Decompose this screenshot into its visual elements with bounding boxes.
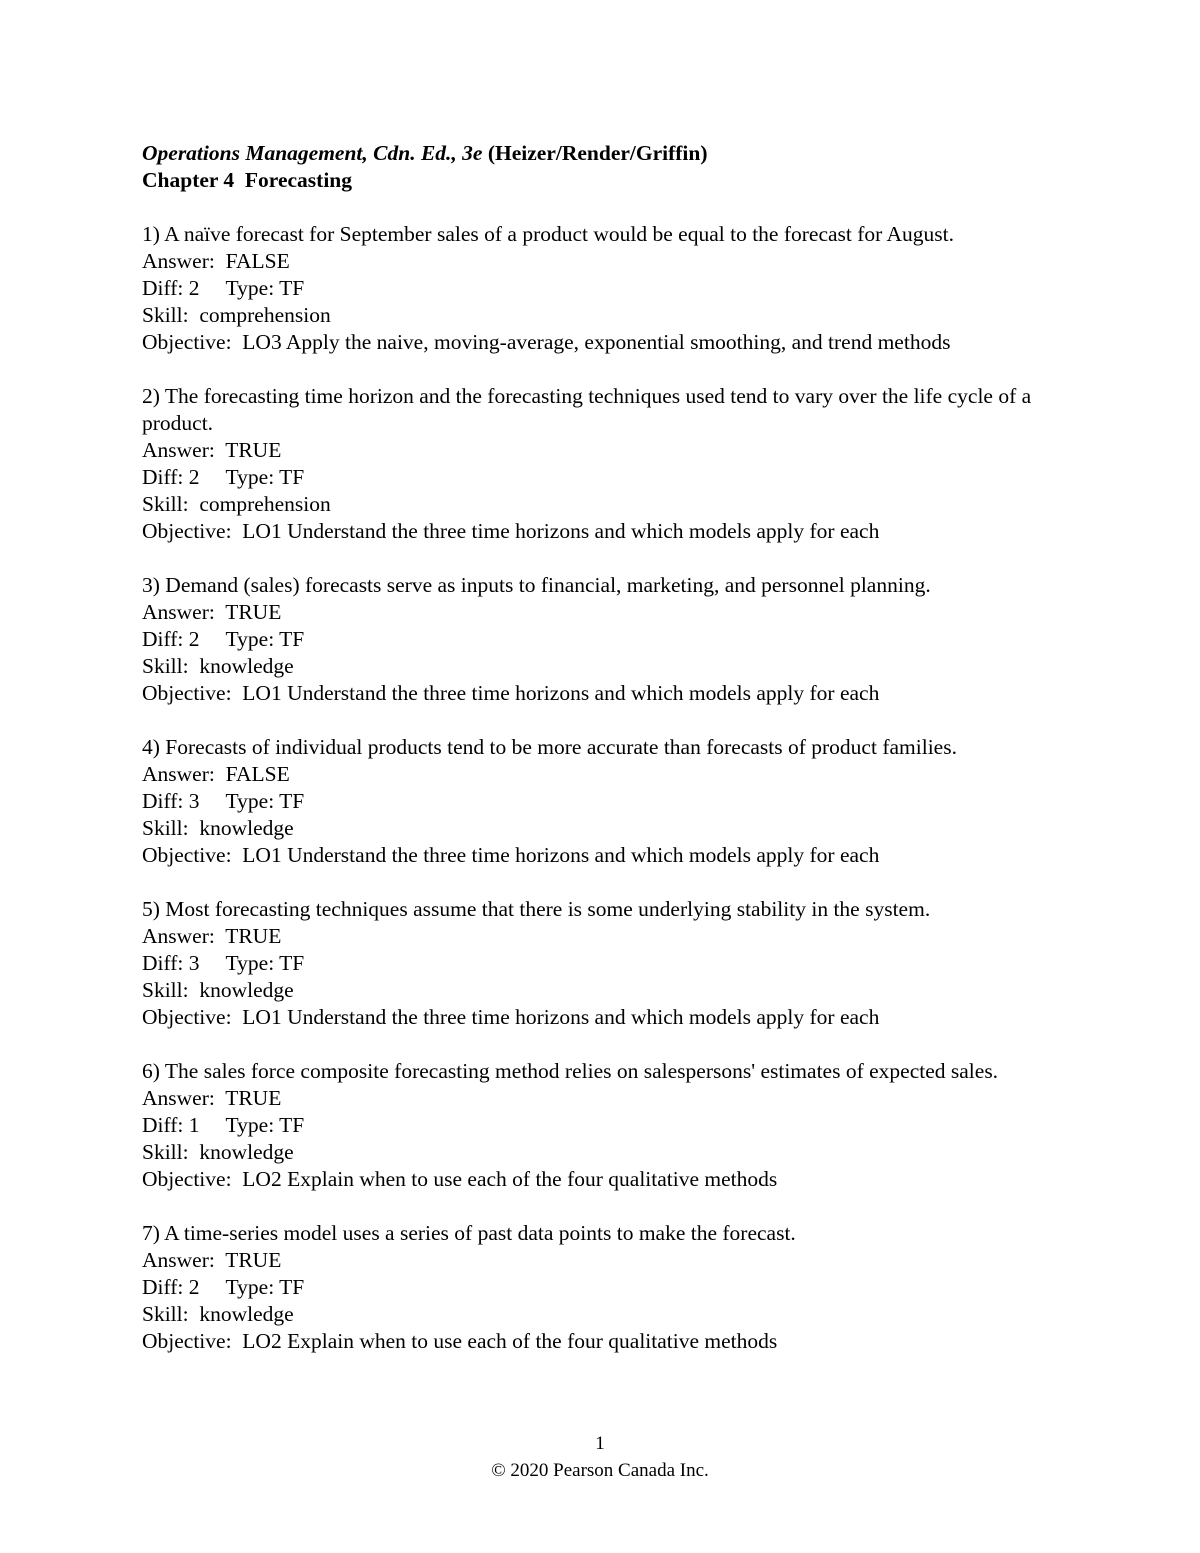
answer-line: Answer: TRUE (142, 600, 282, 624)
question-number: 7) (142, 1221, 160, 1245)
question-item (142, 1220, 1042, 1355)
type-label: Type: TF (225, 465, 305, 489)
skill-line: Skill: comprehension (142, 303, 331, 327)
answer-line: Answer: TRUE (142, 1086, 282, 1110)
skill-line: Skill: knowledge (142, 654, 294, 678)
answer-line: Answer: TRUE (142, 438, 282, 462)
question-item (142, 221, 1042, 356)
question-text (142, 1220, 1032, 1247)
skill-line: Skill: knowledge (142, 1302, 294, 1326)
type-label: Type: TF (225, 276, 305, 300)
objective-line: Objective: LO2 Explain when to use each of the four qualitative methods (142, 1167, 778, 1191)
skill-line: Skill: knowledge (142, 978, 294, 1002)
difficulty-type-line (142, 1112, 1042, 1139)
page-content (142, 140, 1042, 1355)
difficulty-type-line (142, 464, 1042, 491)
question-statement: A time-series model uses a series of past data points to make the forecast. (164, 1221, 796, 1245)
difficulty-label: Diff: 2 (142, 465, 200, 489)
question-list (142, 221, 1042, 1355)
type-label: Type: TF (225, 1113, 305, 1137)
question-statement: Most forecasting techniques assume that there is some underlying stability in the system. (165, 897, 931, 921)
type-label: Type: TF (225, 1275, 305, 1299)
question-text (142, 896, 1032, 923)
chapter-title: Chapter 4 Forecasting (142, 168, 353, 192)
page-number: 1 (595, 1433, 605, 1454)
difficulty-type-line (142, 626, 1042, 653)
question-text (142, 221, 1032, 248)
question-statement: The sales force composite forecasting method relies on salespersons' estimates of expected sales. (164, 1059, 999, 1083)
question-number: 6) (142, 1059, 160, 1083)
difficulty-label: Diff: 2 (142, 627, 200, 651)
question-number: 2) (142, 384, 160, 408)
book-title: Operations Management, Cdn. Ed., 3e (142, 141, 483, 165)
objective-line: Objective: LO1 Understand the three time horizons and which models apply for each (142, 519, 880, 543)
question-statement: A naïve forecast for September sales of a product would be equal to the forecast for August. (164, 222, 954, 246)
answer-line: Answer: FALSE (142, 249, 290, 273)
copyright-notice: © 2020 Pearson Canada Inc. (491, 1460, 709, 1481)
question-item (142, 1058, 1042, 1193)
objective-line: Objective: LO1 Understand the three time horizons and which models apply for each (142, 681, 880, 705)
difficulty-label: Diff: 3 (142, 951, 200, 975)
objective-line: Objective: LO1 Understand the three time horizons and which models apply for each (142, 843, 880, 867)
difficulty-label: Diff: 2 (142, 276, 200, 300)
question-statement: The forecasting time horizon and the forecasting techniques used tend to vary over the life cycle of a product. (142, 384, 1032, 435)
difficulty-type-line (142, 950, 1042, 977)
objective-line: Objective: LO3 Apply the naive, moving-average, exponential smoothing, and trend methods (142, 330, 951, 354)
skill-line: Skill: comprehension (142, 492, 331, 516)
question-number: 1) (142, 222, 160, 246)
type-label: Type: TF (225, 951, 305, 975)
book-authors: (Heizer/Render/Griffin) (487, 141, 708, 165)
question-item (142, 734, 1042, 869)
question-number: 3) (142, 573, 160, 597)
difficulty-type-line (142, 275, 1042, 302)
question-text (142, 1058, 1032, 1085)
type-label: Type: TF (225, 627, 305, 651)
difficulty-label: Diff: 3 (142, 789, 200, 813)
question-number: 5) (142, 897, 160, 921)
type-label: Type: TF (225, 789, 305, 813)
question-number: 4) (142, 735, 160, 759)
question-statement: Forecasts of individual products tend to be more accurate than forecasts of product families. (165, 735, 957, 759)
question-item (142, 383, 1042, 545)
objective-line: Objective: LO1 Understand the three time horizons and which models apply for each (142, 1005, 880, 1029)
skill-line: Skill: knowledge (142, 1140, 294, 1164)
difficulty-type-line (142, 1274, 1042, 1301)
answer-line: Answer: TRUE (142, 1248, 282, 1272)
answer-line: Answer: FALSE (142, 762, 290, 786)
difficulty-type-line (142, 788, 1042, 815)
question-item (142, 896, 1042, 1031)
difficulty-label: Diff: 1 (142, 1113, 200, 1137)
objective-line: Objective: LO2 Explain when to use each of the four qualitative methods (142, 1329, 778, 1353)
skill-line: Skill: knowledge (142, 816, 294, 840)
question-text (142, 383, 1032, 437)
question-item (142, 572, 1042, 707)
book-title-line (142, 140, 1042, 167)
question-text (142, 734, 1032, 761)
difficulty-label: Diff: 2 (142, 1275, 200, 1299)
answer-line: Answer: TRUE (142, 924, 282, 948)
question-text (142, 572, 1032, 599)
question-statement: Demand (sales) forecasts serve as inputs to financial, marketing, and personnel planning. (165, 573, 931, 597)
